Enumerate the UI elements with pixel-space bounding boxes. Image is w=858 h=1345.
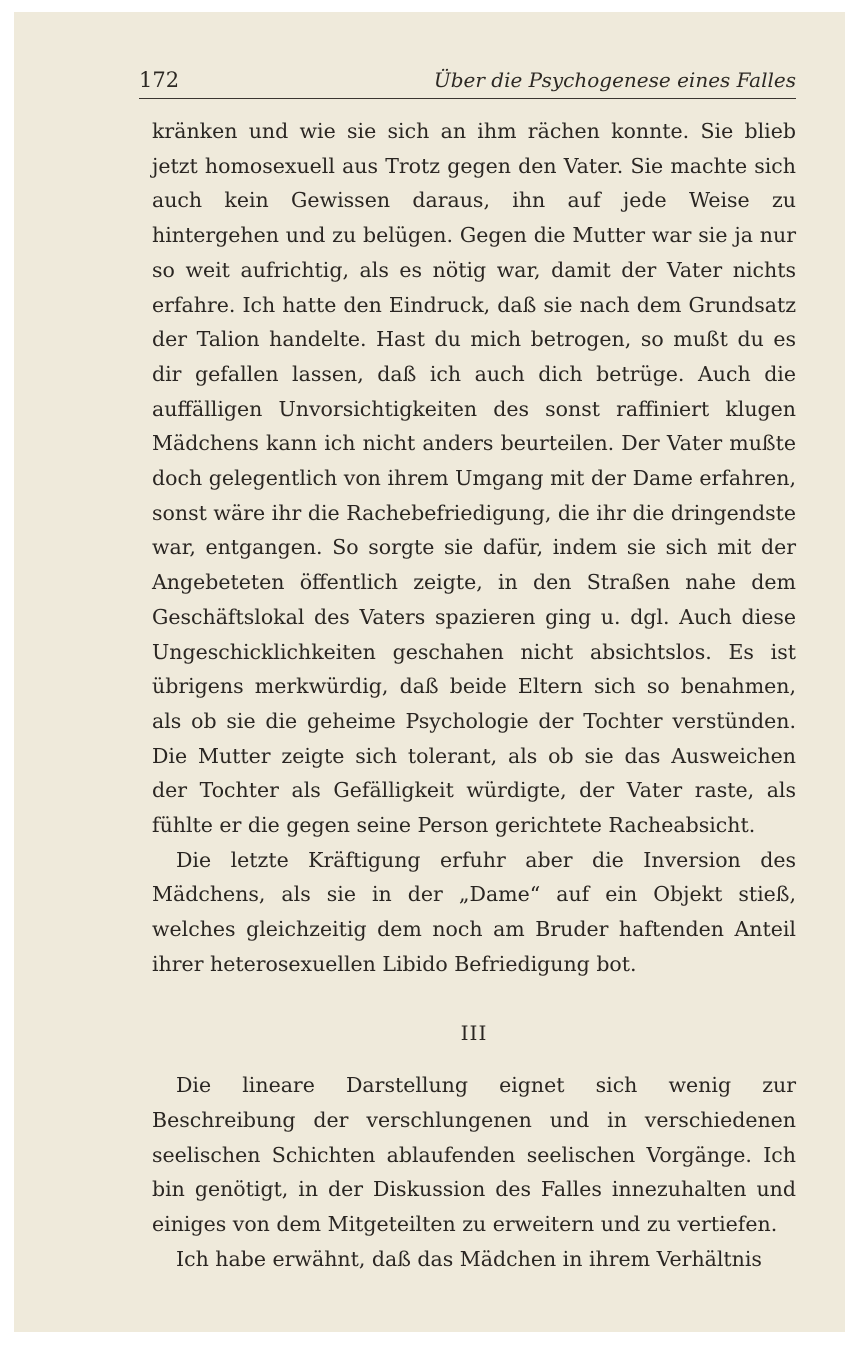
book-page: [14, 12, 845, 1332]
running-title: Über die Psychogenese eines Falles: [433, 68, 796, 92]
paragraph: Die letzte Kräftigung erfuhr aber die Inversion des Mädchens, als sie in der „Dame“ auf ein Objekt stieß, welches gleichzeitig dem noch am Bruder haftenden Anteil ihrer heterosexuellen Libido Befriedigung bot.: [152, 847, 796, 976]
section-heading: III: [460, 1020, 488, 1045]
paragraph: Ich habe erwähnt, daß das Mädchen in ihrem Verhältnis: [176, 1246, 762, 1271]
page-header: [139, 62, 796, 99]
body-text: [152, 114, 796, 1277]
paragraph: kränken und wie sie sich an ihm rächen konnte. Sie blieb jetzt homosexuell aus Trotz gegen den Vater. Sie machte sich auch kein Gewissen daraus, ihn auf jede Weise zu hintergehen und zu belügen. Gegen die Mutter war sie ja nur so weit aufrichtig, als es nötig war, damit der Vater nichts erfahre. Ich hatte den Eindruck, daß sie nach dem Grundsatz der Talion handelte. Hast du mich betrogen, so mußt du es dir gefallen lassen, daß ich auch dich betrüge. Auch die auffälligen Unvorsichtigkeiten des sonst raffiniert klugen Mädchens kann ich nicht anders beurteilen. Der Vater mußte doch gelegentlich von ihrem Umgang mit der Dame erfahren, sonst wäre ihr die Rachebefriedigung, die ihr die dringendste war, entgangen. So sorgte sie dafür, indem sie sich mit der Angebeteten öffentlich zeigte, in den Straßen nahe dem Geschäftslokal des Vaters spazieren ging u. dgl. Auch diese Ungeschicklichkeiten geschahen nicht absichtslos. Es ist übrigens merkwürdig, daß beide Eltern sich so benahmen, als ob sie die geheime Psychologie der Tochter verstünden. Die Mutter zeigte sich tolerant, als ob sie das Ausweichen der Tochter als Gefälligkeit würdigte, der Vater raste, als fühlte er die gegen seine Person gerichtete Racheabsicht.: [152, 119, 796, 838]
page-number: 172: [139, 68, 180, 92]
paragraph: Die lineare Darstellung eignet sich wenig zur Beschreibung der verschlungenen und in verschiedenen seelischen Schichten ablaufenden seelischen Vorgänge. Ich bin genötigt, in der Diskussion des Falles innezuhalten und einiges von dem Mitgeteilten zu erweitern und zu vertiefen.: [152, 1073, 796, 1237]
